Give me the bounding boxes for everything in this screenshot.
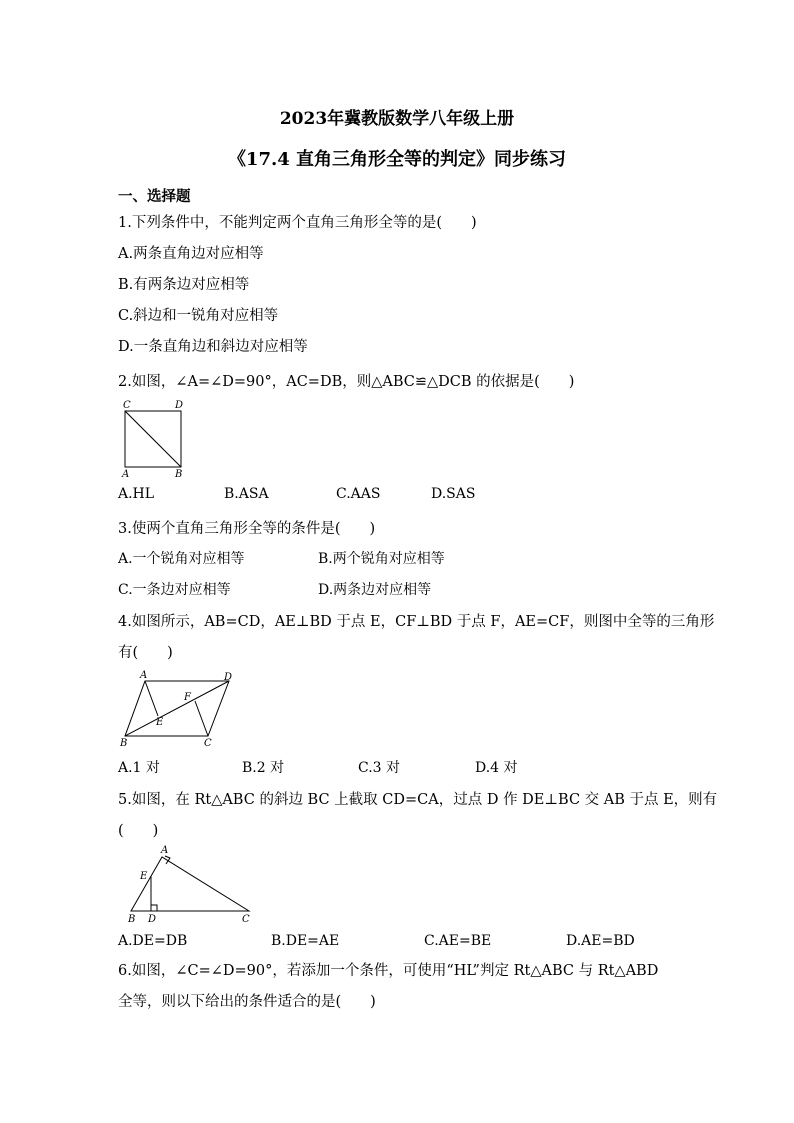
q2-option-c: C.AAS — [336, 486, 381, 502]
q3-option-b: B.两个锐角对应相等 — [318, 551, 445, 567]
q4-option-c: C.3 对 — [358, 760, 401, 776]
q4-label-d: D — [224, 672, 233, 683]
q2-option-d: D.SAS — [431, 486, 476, 502]
q6-stem-line2: 全等，则以下给出的条件适合的是( ) — [118, 994, 376, 1010]
q4-label-f: F — [184, 692, 191, 703]
q5-option-c: C.AE=BE — [424, 933, 492, 949]
q3-stem: 3.使两个直角三角形全等的条件是( ) — [118, 521, 376, 537]
q4-label-a: A — [140, 670, 148, 681]
q3-option-a: A.一个锐角对应相等 — [118, 551, 245, 567]
q2-stem: 2.如图，∠A=∠D=90°，AC=DB，则△ABC≌△DCB 的依据是( ) — [118, 374, 575, 390]
q1-stem: 1.下列条件中，不能判定两个直角三角形全等的是( ) — [118, 215, 477, 231]
q4-segment-ae — [145, 681, 158, 716]
q5-label-b: B — [128, 914, 136, 925]
q4-label-c: C — [204, 738, 212, 749]
q2-diagonal — [125, 411, 181, 467]
q5-option-d: D.AE=BD — [566, 933, 635, 949]
q1-option-a: A.两条直角边对应相等 — [118, 246, 264, 262]
q5-label-c: C — [242, 914, 250, 925]
q5-right-angle-d — [151, 905, 157, 911]
q4-figure — [118, 668, 243, 750]
q1-option-b: B.有两条边对应相等 — [118, 277, 250, 293]
q5-label-a: A — [161, 845, 169, 856]
q2-label-b: B — [175, 469, 183, 480]
q4-option-b: B.2 对 — [242, 760, 285, 776]
q2-label-c: C — [123, 400, 131, 411]
q4-option-d: D.4 对 — [475, 760, 518, 776]
q5-stem-line1: 5.如图，在 Rt△ABC 的斜边 BC 上截取 CD=CA，过点 D 作 DE⊥BC 交 AB 于点 E，则有 — [118, 792, 718, 808]
q1-option-c: C.斜边和一锐角对应相等 — [118, 308, 279, 324]
q5-option-b: B.DE=AE — [271, 933, 340, 949]
q2-option-a: A.HL — [118, 486, 155, 502]
q2-figure — [118, 398, 193, 478]
q3-option-d: D.两条边对应相等 — [318, 582, 432, 598]
page-title: 2023年冀教版数学八年级上册 — [279, 109, 515, 129]
q3-option-c: C.一条边对应相等 — [118, 582, 231, 598]
q6-stem-line1: 6.如图，∠C=∠D=90°，若添加一个条件，可使用“HL”判定 Rt△ABC 与 Rt△ABD — [118, 963, 659, 979]
section-heading: 一、选择题 — [118, 188, 191, 205]
q4-stem-line2: 有( ) — [118, 645, 173, 661]
page-subtitle: 《17.4 直角三角形全等的判定》同步练习 — [227, 149, 567, 170]
q2-label-d: D — [175, 400, 184, 411]
q4-diagonal-bd — [125, 681, 229, 736]
q4-segment-cf — [195, 701, 208, 736]
q5-figure — [118, 842, 258, 927]
q4-stem-line1: 4.如图所示，AB=CD，AE⊥BD 于点 E，CF⊥BD 于点 F，AE=CF，则图中全等的三角形 — [118, 614, 715, 630]
q2-option-b: B.ASA — [224, 486, 269, 502]
q4-option-a: A.1 对 — [118, 760, 160, 776]
q5-option-a: A.DE=DB — [118, 933, 188, 949]
q5-label-e: E — [140, 871, 148, 882]
q4-label-e: E — [156, 717, 164, 728]
q5-triangle — [131, 857, 249, 911]
q2-label-a: A — [122, 469, 130, 480]
q1-option-d: D.一条直角边和斜边对应相等 — [118, 339, 308, 355]
q4-label-b: B — [120, 738, 128, 749]
q5-stem-line2: ( ) — [118, 823, 159, 839]
q5-label-d: D — [148, 914, 157, 925]
